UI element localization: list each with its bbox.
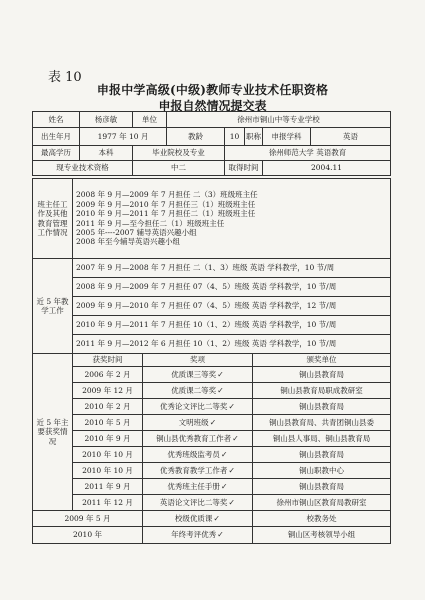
award-time: 2010 年 9 月 bbox=[73, 431, 143, 447]
education-value: 本科 bbox=[80, 146, 133, 161]
check-mark-icon: ✓ bbox=[228, 465, 236, 475]
teaching-row: 2008 年 9 月—2009 年 7 月担任 07（4、5）班级 英语 学科教学，10 节/周 bbox=[73, 278, 391, 297]
award-name: 优秀教育教学工作者✓ bbox=[143, 463, 253, 479]
award-name: 优质课二等奖✓ bbox=[143, 383, 253, 399]
award-name: 文明班级✓ bbox=[143, 415, 253, 431]
teaching-row: 2009 年 9 月—2010 年 7 月担任 07（4、5）班级 英语 学科教学，12 节/周 bbox=[73, 297, 391, 316]
award-name: 年终考评优秀✓ bbox=[143, 527, 253, 544]
award-name: 校级优质课✓ bbox=[143, 511, 253, 527]
duty-line: 2011 年 9 月—至今担任二（1）班级班主任 bbox=[76, 218, 225, 228]
award-time: 2009 年 5 月 bbox=[33, 511, 143, 527]
award-org: 铜山县教育局 bbox=[253, 367, 391, 383]
duty-label: 班主任工作及其他教育管理工作情况 bbox=[33, 179, 73, 259]
award-time: 2010 年 bbox=[33, 527, 143, 544]
awards-label: 近 5 年主要获奖情况 bbox=[33, 354, 73, 511]
award-name: 铜山县优秀教育工作者✓ bbox=[143, 431, 253, 447]
duty-line: 2008 年 9 月—2009 年 7 月担任 二（3）班级班主任 bbox=[76, 190, 258, 200]
award-org: 校教务处 bbox=[253, 511, 391, 527]
award-org: 徐州市铜山区教育局教研室 bbox=[253, 495, 391, 511]
tech-time-value: 2004.11 bbox=[263, 161, 391, 176]
awards-col-org: 颁奖单位 bbox=[253, 354, 391, 367]
check-mark-icon: ✓ bbox=[220, 449, 228, 459]
check-mark-icon: ✓ bbox=[217, 385, 224, 395]
award-time: 2010 年 10 月 bbox=[73, 447, 143, 463]
check-mark-icon: ✓ bbox=[213, 513, 221, 523]
check-mark-icon: ✓ bbox=[217, 369, 224, 379]
experience-table bbox=[32, 178, 391, 544]
teaching-row: 2010 年 9 月—2011 年 7 月担任 10（1、2）班级 英语 学科教学，10 节/周 bbox=[73, 316, 391, 335]
subject-value: 英语 bbox=[311, 128, 391, 146]
award-time: 2010 年 5 月 bbox=[73, 415, 143, 431]
check-mark-icon: ✓ bbox=[228, 401, 236, 411]
duty-line: 2008 年至今辅导英语兴趣小组 bbox=[76, 237, 180, 247]
school-value: 徐州师范大学 英语教育 bbox=[225, 146, 391, 161]
table-number: 表 10 bbox=[48, 70, 82, 85]
award-name: 优秀论文评比二等奖✓ bbox=[143, 399, 253, 415]
check-mark-icon: ✓ bbox=[228, 497, 236, 507]
check-mark-icon: ✓ bbox=[217, 530, 224, 539]
unit-value: 徐州市铜山中等专业学校 bbox=[167, 112, 391, 128]
basic-info-table bbox=[32, 111, 391, 176]
check-mark-icon: ✓ bbox=[232, 433, 239, 443]
title-rank-label: 职称 bbox=[245, 128, 263, 146]
award-time: 2010 年 10 月 bbox=[73, 463, 143, 479]
award-time: 2011 年 12 月 bbox=[73, 495, 143, 511]
document-title: 申报中学高级(中级)教师专业技术任职资格 bbox=[96, 83, 329, 97]
award-time: 2011 年 9 月 bbox=[73, 479, 143, 495]
award-name: 优质课三等奖✓ bbox=[143, 367, 253, 383]
award-org: 铜山县教育局职成教研室 bbox=[253, 383, 391, 399]
tech-time-label: 取得时间 bbox=[225, 161, 263, 176]
education-label: 最高学历 bbox=[33, 146, 80, 161]
teaching-label: 近 5 年教学工作 bbox=[33, 259, 73, 354]
document-subtitle: 申报自然情况提交表 bbox=[158, 99, 267, 113]
school-label: 毕业院校及专业 bbox=[133, 146, 225, 161]
award-org: 铜山县教育局、共青团铜山县委 bbox=[253, 415, 391, 431]
award-time: 2006 年 2 月 bbox=[73, 367, 143, 383]
duty-line: 2009 年 9 月—2010 年 7 月担任三（1）班级班主任 bbox=[76, 199, 256, 209]
tech-qualification-label: 现专业技术资格 bbox=[33, 161, 133, 176]
award-time: 2010 年 2 月 bbox=[73, 399, 143, 415]
birth-value: 1977 年 10 月 bbox=[80, 128, 167, 146]
award-name: 优秀班主任手册✓ bbox=[143, 479, 253, 495]
award-org: 铜山职教中心 bbox=[253, 463, 391, 479]
unit-label: 单位 bbox=[133, 112, 167, 128]
award-org: 铜山区考核领导小组 bbox=[253, 527, 391, 544]
duty-line: 2005 年----2007 辅导英语兴趣小组 bbox=[76, 227, 197, 237]
birth-label: 出生年月 bbox=[33, 128, 80, 146]
award-org: 铜山县人事局、铜山县教育局 bbox=[253, 431, 391, 447]
award-name: 英语论文评比二等奖✓ bbox=[143, 495, 253, 511]
award-org: 铜山县教育局 bbox=[253, 399, 391, 415]
duty-line: 2010 年 9 月—2011 年 7 月担任二（1）班级班主任 bbox=[76, 209, 256, 219]
check-mark-icon: ✓ bbox=[209, 417, 217, 427]
awards-col-time: 获奖时间 bbox=[73, 354, 143, 367]
award-org: 铜山县教育局 bbox=[253, 447, 391, 463]
teaching-row: 2011 年 9 月—2012 年 6 月担任 10（1、2）班级 英语 学科教学，10 节/周 bbox=[73, 335, 391, 354]
award-org: 铜山县教育局 bbox=[253, 479, 391, 495]
award-name: 优秀班级监考员✓ bbox=[143, 447, 253, 463]
tech-qualification-value: 中二 bbox=[133, 161, 225, 176]
award-time: 2009 年 12 月 bbox=[73, 383, 143, 399]
teaching-age-value: 10 bbox=[225, 128, 245, 146]
teaching-age-label: 教龄 bbox=[167, 128, 225, 146]
name-label: 姓名 bbox=[33, 112, 80, 128]
duty-content bbox=[73, 179, 391, 259]
awards-col-award: 奖项 bbox=[143, 354, 253, 367]
subject-label: 申报学科 bbox=[263, 128, 311, 146]
check-mark-icon: ✓ bbox=[220, 481, 228, 491]
teaching-row: 2007 年 9 月—2008 年 7 月担任 二（1、3）班级 英语 学科教学，10 节/周 bbox=[73, 259, 391, 278]
name-value: 杨彦敏 bbox=[80, 112, 133, 128]
